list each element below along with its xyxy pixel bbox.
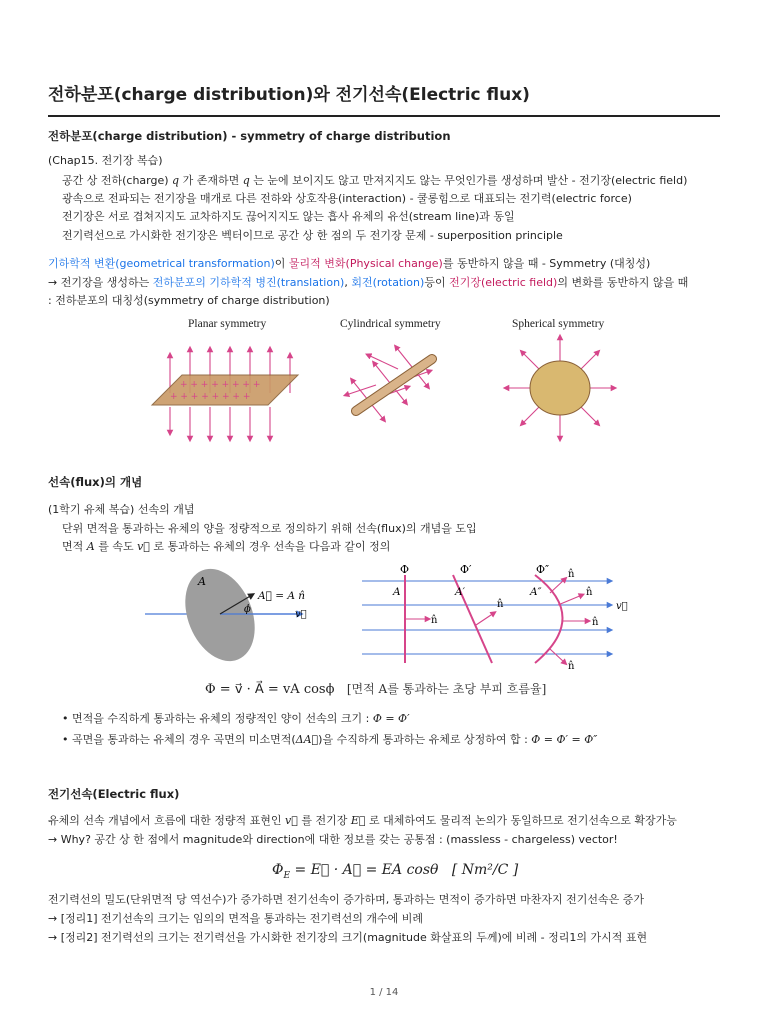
velocity-label: v⃗ [616, 601, 628, 612]
area-label: A″ [530, 586, 542, 598]
svg-text:+ + + + + + + +: + + + + + + + + [180, 380, 261, 390]
flux-label: Φ′ [460, 565, 472, 576]
text-line: 전기장은 서로 겹쳐지지도 교차하지도 끊어지지도 않는 흡사 유체의 유선(stream line)과 동일 [62, 210, 515, 223]
symmetry-condition: → 전기장을 생성하는 전하분포의 기하학적 병진(translation), 회전(rotation)등이 전기장(electric field)의 변화를 동반하지 않을 때 [48, 276, 689, 289]
title-divider [48, 115, 720, 117]
review-note: (Chap15. 전기장 복습) [48, 154, 163, 167]
normal-label: n̂ [568, 661, 575, 670]
symmetry-figure [140, 315, 640, 445]
text-line: 전기력선으로 가시화한 전기장은 벡터이므로 공간 상 한 점의 두 전기장 문제 - superposition principle [62, 229, 563, 242]
flux-figures [140, 565, 630, 670]
electric-flux-equation: $\Phi_E$ = E⃗ · A⃗ = EA cosθ [ Nm²/C ] [272, 862, 519, 881]
page-number: 1 / 14 [369, 987, 399, 998]
review-note: (1학기 유체 복습) 선속의 개념 [48, 503, 195, 516]
planar-symmetry-label: Planar symmetry [188, 318, 267, 330]
theorem-2: → [정리2] 전기력선의 크기는 전기력선을 가시화한 전기장의 크기(magnitude 화살표의 두께)에 비례 - 정리1의 가시적 표현 [48, 931, 648, 944]
text-line: 공간 상 전하(charge) q 가 존재하면 q 는 눈에 보이지도 않고 만져지지도 않는 무엇인가를 생성하며 발산 - 전기장(electric field) [62, 174, 688, 187]
velocity-label: v⃗ [295, 609, 307, 620]
flux-label: Φ [400, 565, 410, 576]
text-line: → Why? 공간 상 한 점에서 magnitude와 direction에 대한 정보를 갖는 공통점 : (massless - chargeless) vector! [48, 833, 618, 846]
area-label: A′ [455, 586, 465, 598]
bullet-item: • 면적을 수직하게 통과하는 유체의 정량적인 양이 선속의 크기 : Φ = Φ′ [62, 712, 410, 725]
text-line: 광속으로 전파되는 전기장을 매개로 다른 전하와 상호작용(interaction) - 쿨롱힘으로 대표되는 전기력(electric force) [62, 192, 632, 205]
area-label: A [393, 586, 401, 598]
text-line: 유체의 선속 개념에서 흐름에 대한 정량적 표현인 v⃗ 를 전기장 E⃗ 로 대체하여도 물리적 논의가 동일하므로 전기선속으로 확장가능 [48, 814, 677, 827]
theorem-1: → [정리1] 전기선속의 크기는 임의의 면적을 통과하는 전기력선의 개수에 비례 [48, 912, 424, 925]
text-line: 전기력선의 밀도(단위면적 당 역선수)가 증가하면 전기선속이 증가하며, 통과하는 면적이 증가하면 마찬자지 전기선속은 증가 [48, 893, 644, 906]
text-line: 단위 면적을 통과하는 유체의 양을 정량적으로 정의하기 위해 선속(flux)의 개념을 도입 [62, 522, 477, 535]
normal-label: n̂ [431, 615, 438, 626]
section-heading-charge-distribution: 전하분포(charge distribution) - symmetry of charge distribution [48, 129, 451, 143]
cylindrical-symmetry-label: Cylindrical symmetry [340, 318, 441, 330]
area-label: A [198, 575, 206, 588]
symmetry-drawings [140, 315, 640, 445]
section-heading-flux-concept: 선속(flux)의 개념 [48, 475, 143, 489]
normal-label: n̂ [592, 617, 599, 628]
text-line: 면적 A 를 속도 v⃗ 로 통과하는 유체의 경우 선속을 다음과 같이 정의 [62, 540, 391, 553]
flux-diagram [140, 565, 630, 670]
section-heading-electric-flux: 전기선속(Electric flux) [48, 787, 180, 801]
flux-label: Φ″ [536, 565, 550, 576]
area-vector-label: A⃗ = A n̂ [258, 590, 306, 602]
spherical-symmetry-label: Spherical symmetry [512, 318, 605, 330]
normal-label: n̂ [497, 599, 504, 610]
normal-label: n̂ [568, 569, 575, 580]
angle-label: ϕ [244, 604, 251, 615]
bullet-item: • 곡면을 통과하는 유체의 경우 곡면의 미소면적(ΔA⃗)을 수직하게 통과하는 유체로 상정하여 합 : Φ = Φ′ = Φ″ [62, 733, 598, 746]
flux-equation: Φ = v⃗ · A⃗ = vA cosϕ [면적 A를 통과하는 초당 부피 흐름율] [205, 682, 547, 697]
page-title: 전하분포(charge distribution)와 전기선속(Electric flux) [48, 85, 530, 105]
svg-text:+ + + + + + + +: + + + + + + + + [170, 392, 251, 402]
symmetry-summary: : 전하분포의 대칭성(symmetry of charge distribution) [48, 294, 330, 307]
symmetry-definition: 기하학적 변환(geometrical transformation)이 물리적 변화(Physical change)를 동반하지 않을 때 - Symmetry (대칭성) [48, 257, 651, 270]
normal-label: n̂ [586, 587, 593, 598]
planar-field-down [170, 407, 270, 439]
